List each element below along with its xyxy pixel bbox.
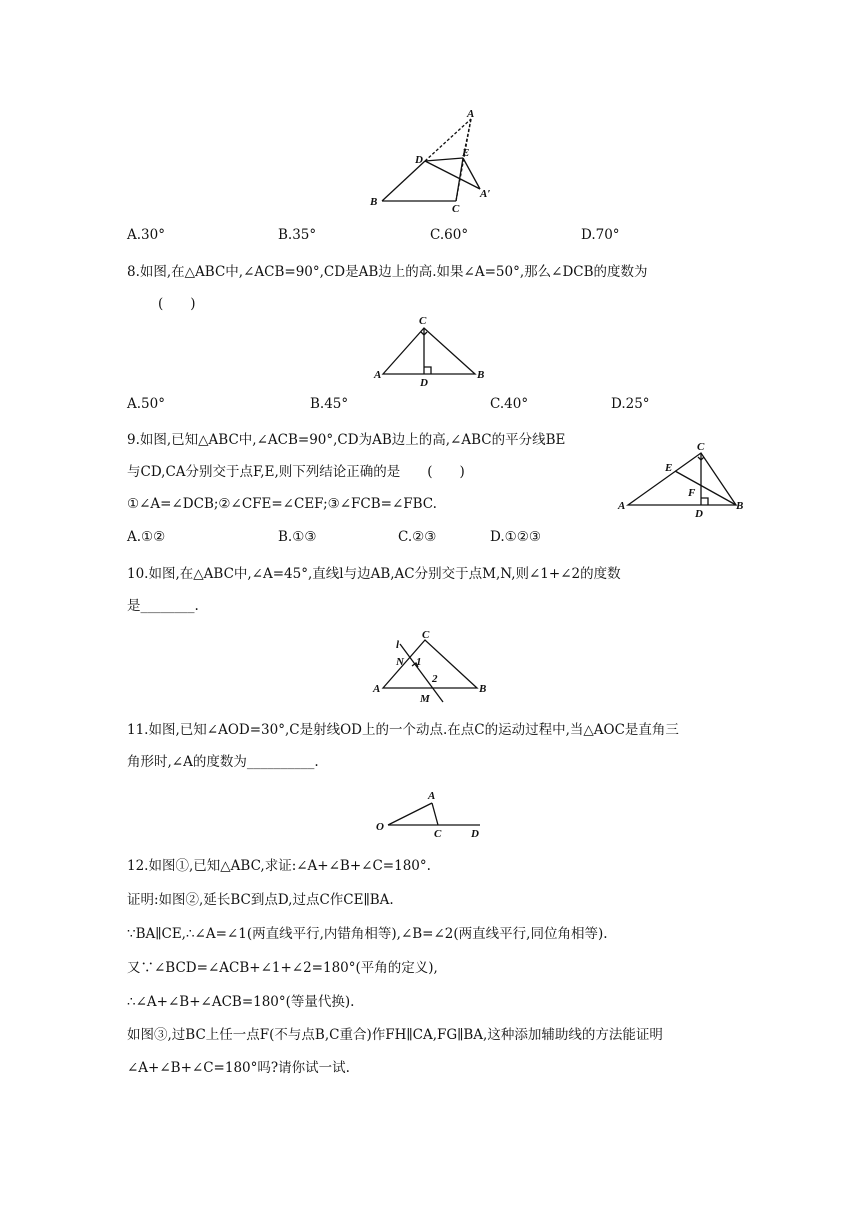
q12-line-3: ∵BA∥CE,∴∠A=∠1(两直线平行,内错角相等),∠B=∠2(两直线平行,同位角相等). — [127, 926, 608, 942]
q7-label-d: D — [415, 154, 423, 166]
q7-figure — [360, 105, 510, 215]
q12-line-5: ∴∠A+∠B+∠ACB=180°(等量代换). — [127, 994, 355, 1010]
q12-line-2: 证明:如图②,延长BC到点D,过点C作CE∥BA. — [127, 892, 394, 908]
q12-line-4: 又∵∠BCD=∠ACB+∠1+∠2=180°(平角的定义), — [127, 960, 438, 976]
q8-figure — [370, 313, 495, 388]
q9-line-1: 9.如图,已知△ABC中,∠ACB=90°,CD为AB边上的高,∠ABC的平分线BE — [127, 432, 566, 448]
q12-line-6: 如图③,过BC上任一点F(不与点B,C重合)作FH∥CA,FG∥BA,这种添加辅助线的方法能证明 — [127, 1027, 663, 1043]
q9-figure — [610, 438, 750, 523]
q7-option-a: A.30° — [127, 227, 165, 243]
q10-label-l: l — [396, 639, 400, 651]
q8-option-a: A.50° — [127, 396, 165, 412]
q7-label-a-prime: A′ — [480, 188, 491, 200]
q7-option-c: C.60° — [430, 227, 469, 243]
q9-option-c: C.②③ — [398, 529, 437, 545]
q10-figure — [365, 628, 500, 706]
q8-paren: ( ) — [158, 296, 196, 312]
q12-line-1: 12.如图①,已知△ABC,求证:∠A+∠B+∠C=180°. — [127, 858, 431, 874]
q7-option-b: B.35° — [278, 227, 317, 243]
q9-label-d: D — [695, 508, 703, 520]
q8-label-a: A — [374, 369, 382, 381]
q7-label-b: B — [370, 196, 378, 208]
q11-label-d: D — [471, 828, 479, 840]
q9-line-2: 与CD,CA分别交于点F,E,则下列结论正确的是 ( ) — [127, 464, 465, 480]
q8-option-d: D.25° — [611, 396, 650, 412]
q10-label-a: A — [373, 683, 381, 695]
q9-option-a: A.①② — [127, 529, 166, 545]
q7-option-d: D.70° — [581, 227, 620, 243]
q11-label-o: O — [376, 821, 384, 833]
q9-label-e: E — [665, 462, 673, 474]
q11-label-c: C — [434, 828, 442, 840]
q8-label-b: B — [477, 369, 485, 381]
q7-label-e: E — [462, 147, 470, 159]
q10-label-m: M — [420, 693, 430, 705]
q11-figure — [370, 785, 490, 841]
q11-line-1: 11.如图,已知∠AOD=30°,C是射线OD上的一个动点.在点C的运动过程中,当△AOC是直角三 — [127, 722, 679, 738]
q8-label-d: D — [420, 377, 428, 389]
q11-label-a: A — [428, 790, 436, 802]
q9-option-d: D.①②③ — [490, 529, 541, 545]
q8-stem: 8.如图,在△ABC中,∠ACB=90°,CD是AB边上的高.如果∠A=50°,那么∠DCB的度数为 — [127, 264, 648, 280]
q9-option-b: B.①③ — [278, 529, 317, 545]
q11-line-2: 角形时,∠A的度数为__________. — [127, 754, 319, 770]
q10-line-1: 10.如图,在△ABC中,∠A=45°,直线l与边AB,AC分别交于点M,N,则∠1+∠2的度数 — [127, 566, 621, 582]
q8-option-b: B.45° — [310, 396, 349, 412]
q9-label-b: B — [736, 500, 744, 512]
q7-label-c: C — [452, 203, 460, 215]
q10-label-b: B — [479, 683, 487, 695]
q9-label-c: C — [697, 441, 705, 453]
q9-line-3: ①∠A=∠DCB;②∠CFE=∠CEF;③∠FCB=∠FBC. — [127, 496, 437, 512]
q7-label-a: A — [467, 108, 475, 120]
q10-line-2: 是________. — [127, 598, 199, 614]
q10-label-n: N — [396, 656, 404, 668]
q8-option-c: C.40° — [490, 396, 529, 412]
q12-line-7: ∠A+∠B+∠C=180°吗?请你试一试. — [127, 1060, 350, 1076]
q9-label-a: A — [618, 500, 626, 512]
q10-label-2: 2 — [432, 673, 438, 685]
q10-label-1: 1 — [416, 656, 422, 668]
q10-label-c: C — [422, 629, 430, 641]
q8-label-c: C — [419, 315, 427, 327]
q9-label-f: F — [688, 487, 696, 499]
